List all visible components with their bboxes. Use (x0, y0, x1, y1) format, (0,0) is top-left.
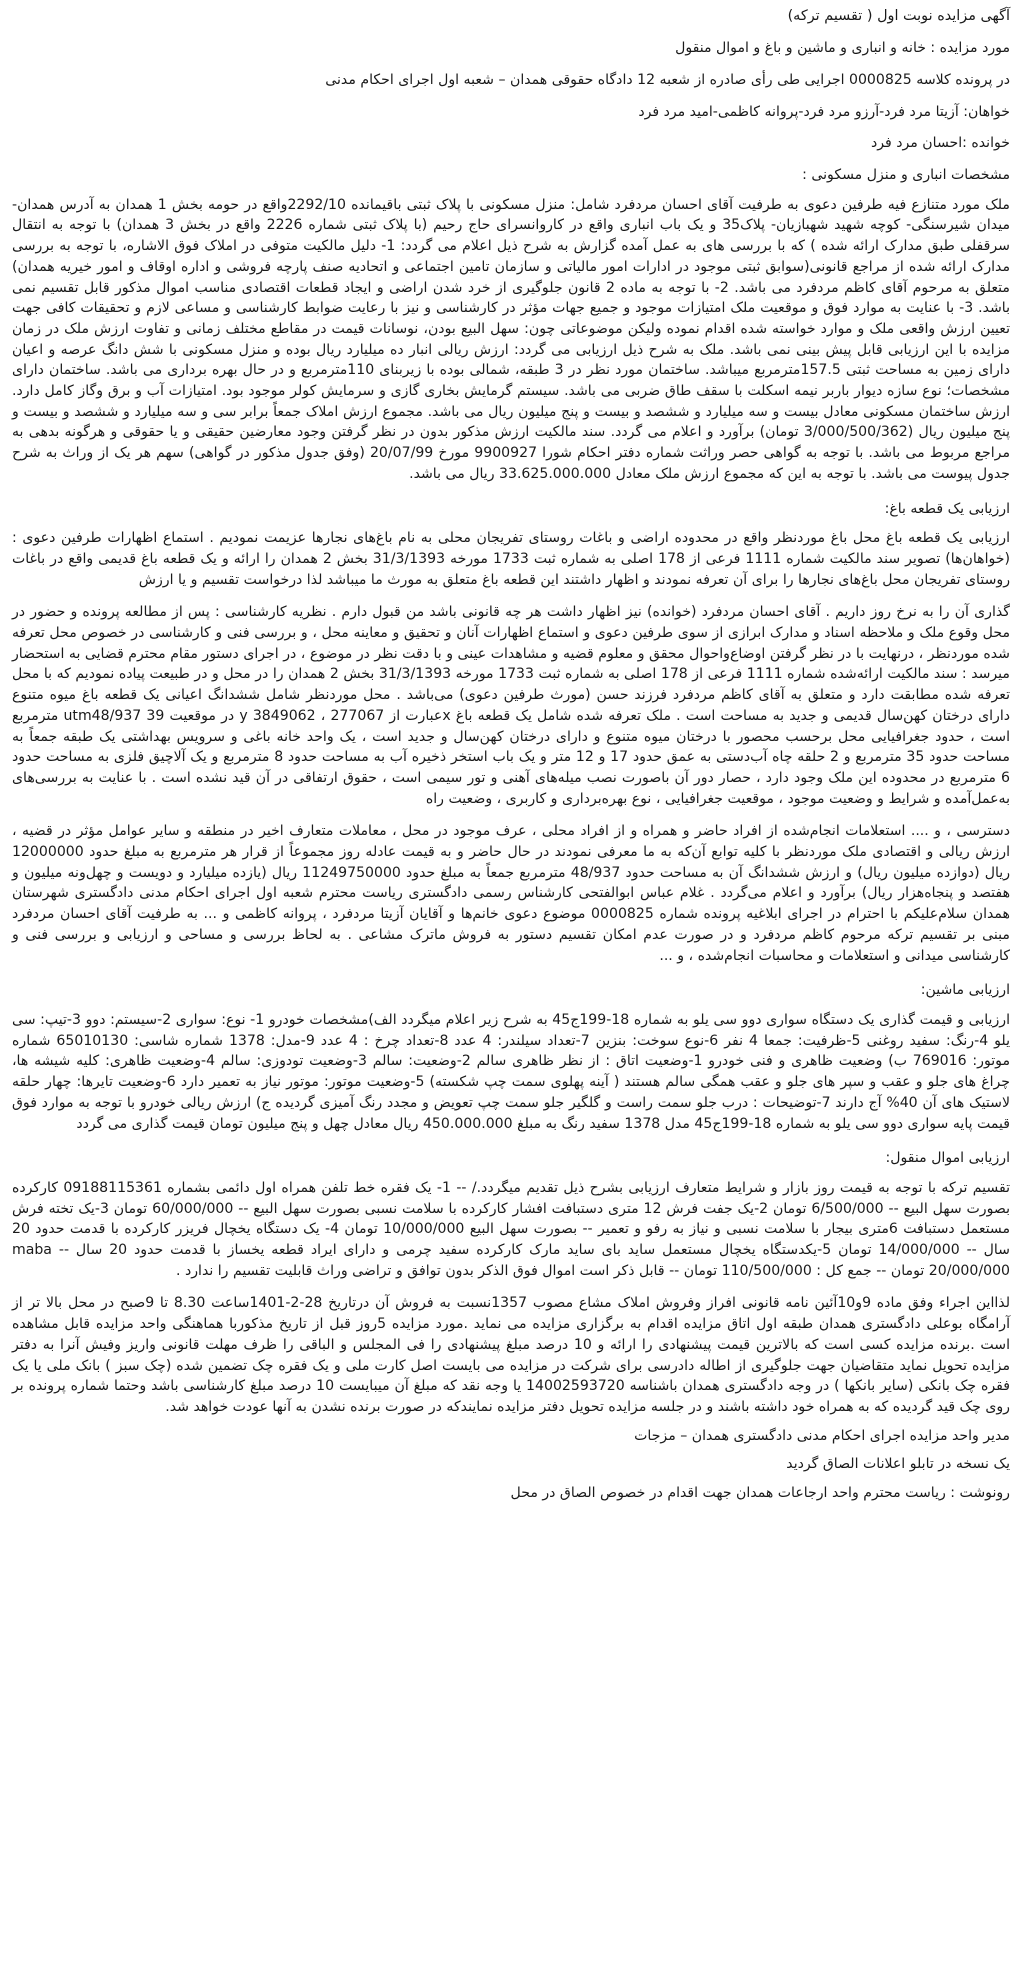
posting-note: یک نسخه در تابلو اعلانات الصاق گردید (786, 1456, 1010, 1473)
plaintiffs: خواهان: آزیتا مرد فرد-آرزو مرد فرد-پروانه کاظمی-امید مرد فرد (638, 103, 1010, 120)
car-section-heading: ارزیابی ماشین: (920, 982, 1010, 999)
movables-section-heading: ارزیابی اموال منقول: (885, 1150, 1010, 1167)
car-description: ارزیابی و قیمت گذاری یک دستگاه سواری دوو سی یلو به شماره 18-199ج45 به شرح زیر اعلام میگردد الف)مشخصات خودرو 1- نوع: سواری 2-سیستم: دوو 3-تیپ: سی یلو 4-رنگ: سفید روغنی 5-ظرفیت: جمعا 4 نفر 6-نوع سوخت: بنزین 7-تعداد سیلندر: 4 عدد 8-تعداد چرخ : 4 عدد 9-مدل: 1378 شماره شاسی: 65010130 شماره موتور: 769016 ب) وضعیت ظاهری و فنی خودرو 1-وضعیت اتاق : از نظر ظاهری سالم 2-وضعیت: سالم 3-وضعیت تودوزی: سالم 4-وضعیت ظاهری: کلیه شیشه ها، چراغ های جلو و عقب و سپر های جلو و عقب همگی سالم هستند ( آینه پهلوی سمت چپ شکسته) 5-وضعیت موتور: موتور نیاز به تعمیر دارد 6-وضعیت تایرها: چهار حلقه لاستیک های آن 40% آج دارند 7-توضیحات : درب جلو سمت راست و گلگیر جلو سمت چپ تعویض و مجدد رنگ آمیزی گردیده ج) ارزش ریالی خودرو با توجه به موارد فوق قیمت پایه سواری دوو سی یلو به شماره 18-199ج45 مدل 1378 سفید رنگ به مبلغ 450.000.000 ریال معادل چهل و پنج میلیون تومان قیمت گذاری می گردد (12, 1012, 1011, 1132)
house-section-heading: مشخصات انباری و منزل مسکونی : (802, 166, 1010, 183)
defendant: خوانده :احسان مرد فرد (870, 135, 1010, 152)
signature-line: مدیر واحد مزایده اجرای احکام مدنی دادگستری همدان – مزجات (634, 1427, 1010, 1444)
garden-section-heading: ارزیابی یک قطعه باغ: (884, 500, 1010, 517)
auction-terms: لذااین اجراء وفق ماده 9و10آئین نامه قانونی افراز وفروش املاک مشاع مصوب 1357نسبت به فروش آن درتاریخ 28-2-1401ساعت 8.30 تا 9صبح در محل بالا تر از آرامگاه بوعلی دادگستری همدان طبقه اول اتاق مزایده اقدام به برگزاری مزایده می نماید .مورد مزایده 5روز قبل از تاریخ مذکوربا هماهنگی واحد مزایده قابل مشاهده است .برنده مزایده کسی است که بالاترین قیمت پیشنهادی را ارائه و 10 درصد مبلغ پیشنهادی را فی المجلس و الباقی را ظرف مهلت قانونی واریز وفیش آنرا به دفتر مزایده تحویل نماید متقاضیان جهت جلوگیری از اطاله دادرسی برای شرکت در مزایده می بایست اصل کارت ملی و یک فقره چک تضمین شده (چک سبز ) بانک ملی یا یک فقره چک بانکی (سایر بانکها ) در وجه دادگستری همدان باشناسه 14002593720 یا وجه نقد که مبلغ آن میبایست 10 درصد مبلغ کارشناسی باشد وحتما شماره پرونده بر روی چک قید گردیده که به همراه خود داشته باشند و در جلسه مزایده تحویل دفتر مزایده نمایندکه در صورت برنده نشدن به آنها عودت خواهد شد. (12, 1295, 1011, 1415)
case-reference: در پرونده کلاسه 0000825 اجرایی طی رأی صادره از شعبه 12 دادگاه حقوقی همدان – شعبه اول اجرای احکام مدنی (325, 71, 1010, 88)
carbon-copy-note: رونوشت : ریاست محترم واحد ارجاعات همدان جهت اقدام در خصوص الصاق در محل (510, 1485, 1010, 1502)
garden-intro: ارزیابی یک قطعه باغ محل باغ موردنظر واقع در محدوده اراضی و باغات روستای تفریجان محلی به نام باغ‌های نجارها عزیمت نمودیم . استماع اظهارات طرفین دعوی : (خواهان‌ها) تصویر سند مالکیت شماره 1111 فرعی از 178 اصلی به شماره ثبت 1733 مورخه 31/3/1393 بخش 2 همدان را ارائه و یک قطعه باغ قدیمی واقع در باغات روستای تفریجان محل باغ‌های نجارها را برای آن تعرفه نمودند و اظهار داشتند این قطعه باغ متعلق به مورث ما میباشد لذا درخواست تقسیم و یا ارزش (12, 530, 1010, 588)
movables-list: تقسیم ترکه با توجه به قیمت روز بازار و شرایط متعارف ارزیابی بشرح ذیل تقدیم میگردد./ -- 1- یک فقره خط تلفن همراه اول دائمی بشماره 09188115361 کارکرده بصورت سهل البیع -- 6/500/000 تومان 2-یک جفت فرش 12 متری دستبافت افشار کارکرده با سلامت نسبی بصورت سهل البیع -- 60/000/000 تومان 3-یک تخته فرش مستعمل دستبافت 6متری بیجار با سلامت نسبی و نیاز به رفو و تعمیر -- بصورت سهل البیع 10/000/000 تومان 4- یک دستگاه یخچال فریزر کارکرده با قدمت حدود 20 سال -- 14/000/000 تومان 5-یکدستگاه یخچال مستعمل ساید بای ساید مارک کارکرده سفید چرمی و دارای ایراد قطعه یخساز با قدمت حدود 20 سال -- maba 20/000/000 تومان -- جمع کل : 110/500/000 تومان -- قابل ذکر است اموال فوق الذکر بدون توافق و تراضی وراث قابلیت تقسیم را ندارد . (12, 1179, 1011, 1279)
house-description: ملک مورد متنازع فیه طرفین دعوی به طرفیت آقای احسان مردفرد شامل: منزل مسکونی با پلاک ثبتی باقیمانده 2292/10واقع در حومه بخش 1 همدان به آدرس همدان- میدان شیرسنگی- کوچه شهید شهبازیان- پلاک35 و یک باب انباری واقع در کاروانسرای حاج رحیم (با پلاک ثبتی شماره 2226 واقع در بخش 3 همدان) با توجه به انتقال سرقفلی طبق مدارک ارائه شده ) که با بررسی های به عمل آمده گزارش به شرح ذیل اعلام می گردد: 1- دلیل مالکیت متوفی در املاک فوق الاشاره، با توجه به بررسی مدارک ارائه شده از مراجع قانونی(سوابق ثبتی موجود در ادارات امور مالیاتی و سازمان تامین اجتماعی و اتحادیه صنف پارچه فروشی و اداره اوقاف و امور خیریه همدان) متعلق به مرحوم آقای کاظم مردفرد می باشد. 2- با توجه به ماده 2 قانون جلوگیری از خرد شدن اراضی و ایجاد قطعات اقتصادی مناسب اموال مذکور قابل تقسیم نمی باشد. 3- با عنایت به موارد فوق و موقعیت ملک امتیازات موجود و جمیع جهات مؤثر در کارشناسی و نیز با رعایت ضوابط کارشناسی و مساعی لازم و تحقیقات کافی جهت تعیین ارزش واقعی ملک و موارد خواسته شده اقدام نموده ولیکن موضوعاتی چون: سهل البیع بودن، نوسانات قیمت در مقاطع مختلف زمانی و تفاوت ارزش ملک در زمان مزایده با این ارزیابی قابل پیش بینی نمی باشد. ملک به شرح ذیل ارزیابی می گردد: ارزش ریالی انبار ده میلیارد ریال بوده و منزل مسکونی با شش دانگ عرصه و اعیان دارای زمین به مساحت ثبتی 157.5مترمربع میباشد. ساختمان مورد نظر در 3 طبقه، شمالی بوده با زیربنای 110مترمربع و در حال بهره برداری می باشد. ساختمان دارای مشخصات؛ نوع سازه دیوار باربر نیمه اسکلت با سقف طاق ضربی می باشد. سیستم گرمایش بخاری گازی و سرمایش کولر موجود بود. امتیازات آب و برق وگاز کامل دارد. ارزش ساختمان مسکونی معادل بیست و سه میلیارد و ششصد و بیست و پنج میلیون ریال می باشد. مجموع ارزش املاک جمعاً برابر سی و سه میلیارد و ششصد و بیست و پنج میلیون ریال (3/000/500/362 تومان) برآورد و اعلام می گردد. سند مالکیت ارزش مذکور بدون در نظر گرفتن وجود معارضین حقیقی و یا حقوقی و هرگونه بدهی به مراجع مربوط می باشد. با توجه به گواهی حصر وراثت شماره دفتر احکام شورا 9900927 مورخ 20/07/99 (وفق جدول مذکور در گواهی) سهم هر یک از وراث به شرح جدول پیوست می باشد. با توجه به این که مجموع ارزش ملک معادل 33.625.000.000 ریال می باشد. (12, 196, 1010, 482)
notice-title: آگهی مزایده نوبت اول ( تقسیم ترکه) (787, 8, 1010, 24)
garden-expert-opinion: گذاری آن را به نرخ روز داریم . آقای احسان مردفرد (خوانده) نیز اظهار داشت هر چه قانونی باشد من قبول دارم . نظریه کارشناسی : پس از مطالعه پرونده و حضور در محل وقوع ملک و ملاحظه اسناد و مدارک ابرازی از سوی طرفین دعوی و استماع اظهارات آنان و تحقیق و معاینه محل ، و بررسی فنی و کارشناسی در خصوص محل تعرفه شده موردنظر ، درنهایت با در نظر گرفتن اوضاع‌واحوال محقق و معلوم قضیه و مشاهدات عینی و با دقت نظر در موضوع ، در اجرای دستور مقام محترم قضایی به استحضار میرسد : سند مالکیت ارائه‌شده شماره 1111 فرعی از 178 اصلی به شماره ثبت 1733 مورخه 31/3/1393 بخش 2 همدان را در محل و در طبیعت پیاده نمودیم که با محل تعرفه شده مطابقت دارد و متعلق به آقای کاظم مردفرد فرزند حسن (مورث طرفین دعوی) می‌باشد . محل موردنظر شامل ششدانگ اعیانی یک قطعه باغ میوه متنوع دارای درختان کهن‌سال قدیمی و جدید به مساحت است . ملک تعرفه شده شامل یک قطعه باغ x‌عبارت از 277067 ، 3849062 y در موقعیت 39 utm‌48/937 مترمربع است ، حدود جغرافیایی محل برحسب محصور با درختان میوه متنوع و دارای درختان کهن‌سال و جدید است ، یک واحد خانه باغی و سرویس بهداشتی یک طبقه جمعاً به مساحت حدود 35 مترمربع و 2 حلقه چاه آب‌دستی به عمق حدود 17 و 12 متر و یک باب استخر ذخیره آب به مساحت حدود 8 مترمربع و یک آلاچیق فلزی به مساحت حدود 6 مترمربع در محدوده این ملک وجود دارد ، حصار دور آن باصورت نصب میله‌های آهنی و تور سیمی است ، حقوق ارتفاقی در آن قید نشده است . با عنایت به بررسی‌های به‌عمل‌آمده و شرایط و وضعیت موجود ، موقعیت جغرافیایی ، نوع بهره‌برداری و کاربری ، وضعیت راه (12, 604, 1011, 807)
garden-valuation: دسترسی ، و .... استعلامات انجام‌شده از افراد حاضر و همراه و از افراد محلی ، عرف موجود در محل ، معاملات متعارف اخیر در منطقه و سایر عوامل مؤثر در قضیه ، ارزش ریالی و اقتصادی ملک موردنظر با کلیه توابع آن‌که به ما معرفی نمودند در حال حاضر و به قیمت عادله روز مجموعاً از قرار هر مترمربع به مبلغ حدود 12000000 ریال (دوازده میلیون ریال) و ارزش ششدانگ آن به مساحت حدود 48/937 مترمربع جمعاً به مبلغ حدود 11249750000 ریال (یازده میلیارد و دویست و چهل‌ونه میلیون و هفتصد و پنجاه‌هزار ریال) برآورد و اعلام می‌گردد . غلام عباس ابوالفتحی کارشناس رسمی دادگستری ریاست محترم شعبه اول اجرای احکام مدنی دادگستری شهرستان همدان سلام‌علیکم با احترام در اجرای ابلاغیه پرونده شماره 0000825 موضوع دعوی خانم‌ها و آقایان آزیتا مردفرد ، پروانه کاظمی و ... به طرفیت آقای احسان مردفرد مبنی بر تقسیم ترکه مرحوم کاظم مردفرد و در صورت عدم امکان تقسیم دستور به فروش ماترک مشاعی . به لحاظ بررسی و مساحی و ارزیابی و بررسی فنی و کارشناسی میدانی و استعلامات و محاسبات انجام‌شده ، و ... (12, 823, 1010, 964)
auction-subject: مورد مزایده : خانه و انباری و ماشین و باغ و اموال منقول (675, 40, 1010, 57)
